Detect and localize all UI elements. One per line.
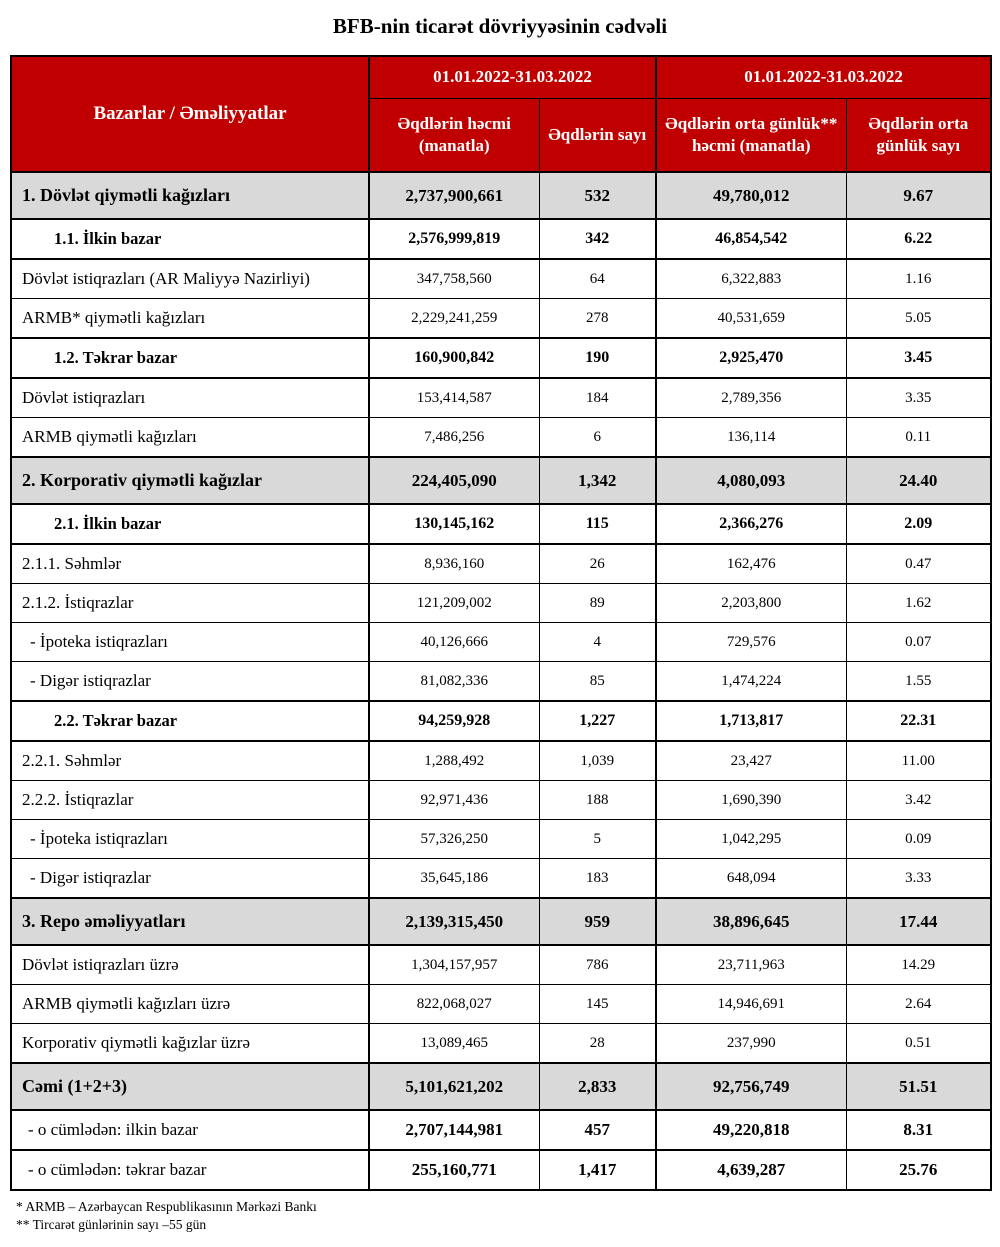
- row-value: 5: [539, 820, 656, 859]
- row-label: Dövlət istiqrazları (AR Maliyyə Nazirliyi): [11, 259, 369, 299]
- row-label: - o cümlədən: ilkin bazar: [11, 1110, 369, 1150]
- row-value: 188: [539, 781, 656, 820]
- row-value: 8.31: [846, 1110, 991, 1150]
- header-markets-operations: Bazarlar / Əməliyyatlar: [11, 56, 369, 172]
- row-value: 162,476: [656, 544, 846, 584]
- table-row: [11, 985, 991, 1024]
- row-value: 278: [539, 299, 656, 339]
- row-value: 6,322,883: [656, 259, 846, 299]
- row-value: 959: [539, 898, 656, 945]
- table-row: [11, 172, 991, 219]
- row-label: 3. Repo əməliyyatları: [11, 898, 369, 945]
- row-value: 64: [539, 259, 656, 299]
- row-value: 81,082,336: [369, 662, 539, 702]
- row-value: 729,576: [656, 623, 846, 662]
- row-value: 1,227: [539, 701, 656, 741]
- row-label: ARMB qiymətli kağızları: [11, 418, 369, 458]
- row-value: 24.40: [846, 457, 991, 504]
- row-value: 822,068,027: [369, 985, 539, 1024]
- row-value: 4,639,287: [656, 1150, 846, 1190]
- table-header: [11, 56, 991, 172]
- row-value: 46,854,542: [656, 219, 846, 259]
- row-value: 17.44: [846, 898, 991, 945]
- footnote-trading-days: ** Tircarət günlərinin sayı –55 gün: [16, 1217, 207, 1232]
- row-value: 2,366,276: [656, 504, 846, 544]
- row-value: 35,645,186: [369, 859, 539, 899]
- row-value: 255,160,771: [369, 1150, 539, 1190]
- row-value: 3.42: [846, 781, 991, 820]
- row-label: - İpoteka istiqrazları: [11, 820, 369, 859]
- row-value: 0.51: [846, 1024, 991, 1064]
- row-label: - o cümlədən: təkrar bazar: [11, 1150, 369, 1190]
- row-label: 1.2. Təkrar bazar: [11, 338, 369, 378]
- row-value: 648,094: [656, 859, 846, 899]
- row-label: 2.1.2. İstiqrazlar: [11, 584, 369, 623]
- row-label: Korporativ qiymətli kağızlar üzrə: [11, 1024, 369, 1064]
- row-value: 224,405,090: [369, 457, 539, 504]
- table-row: [11, 338, 991, 378]
- row-value: 22.31: [846, 701, 991, 741]
- row-value: 532: [539, 172, 656, 219]
- row-value: 40,531,659: [656, 299, 846, 339]
- row-value: 14,946,691: [656, 985, 846, 1024]
- row-value: 7,486,256: [369, 418, 539, 458]
- row-value: 115: [539, 504, 656, 544]
- table-row: [11, 504, 991, 544]
- table-row: [11, 457, 991, 504]
- table-row: [11, 781, 991, 820]
- row-value: 14.29: [846, 945, 991, 985]
- row-value: 6.22: [846, 219, 991, 259]
- row-value: 121,209,002: [369, 584, 539, 623]
- row-value: 2.09: [846, 504, 991, 544]
- table-row: [11, 299, 991, 339]
- row-value: 145: [539, 985, 656, 1024]
- table-row: [11, 623, 991, 662]
- header-period-1: 01.01.2022-31.03.2022: [369, 56, 656, 98]
- row-value: 2,139,315,450: [369, 898, 539, 945]
- table-row: [11, 1024, 991, 1064]
- footnotes: [10, 1199, 990, 1233]
- row-value: 40,126,666: [369, 623, 539, 662]
- table-row: [11, 859, 991, 899]
- table-row: [11, 1110, 991, 1150]
- row-value: 92,756,749: [656, 1063, 846, 1110]
- row-label: Dövlət istiqrazları üzrə: [11, 945, 369, 985]
- row-value: 49,220,818: [656, 1110, 846, 1150]
- row-value: 1,039: [539, 741, 656, 781]
- row-label: 2.1. İlkin bazar: [11, 504, 369, 544]
- row-value: 3.33: [846, 859, 991, 899]
- row-value: 2.64: [846, 985, 991, 1024]
- trade-turnover-table: [10, 55, 992, 1191]
- row-label: - Digər istiqrazlar: [11, 662, 369, 702]
- row-value: 1,690,390: [656, 781, 846, 820]
- row-value: 57,326,250: [369, 820, 539, 859]
- row-value: 6: [539, 418, 656, 458]
- table-row: [11, 898, 991, 945]
- header-row-periods: [11, 56, 991, 98]
- row-value: 2,203,800: [656, 584, 846, 623]
- table-row: [11, 418, 991, 458]
- row-value: 2,925,470: [656, 338, 846, 378]
- row-value: 2,737,900,661: [369, 172, 539, 219]
- row-value: 1,304,157,957: [369, 945, 539, 985]
- row-value: 11.00: [846, 741, 991, 781]
- row-value: 0.11: [846, 418, 991, 458]
- row-value: 23,711,963: [656, 945, 846, 985]
- row-label: - Digər istiqrazlar: [11, 859, 369, 899]
- row-value: 9.67: [846, 172, 991, 219]
- table-row: [11, 378, 991, 418]
- row-label: 2.2.2. İstiqrazlar: [11, 781, 369, 820]
- row-value: 94,259,928: [369, 701, 539, 741]
- table-row: [11, 584, 991, 623]
- table-row: [11, 259, 991, 299]
- header-deal-volume: Əqdlərin həcmi (manatla): [369, 98, 539, 172]
- row-value: 190: [539, 338, 656, 378]
- row-value: 85: [539, 662, 656, 702]
- header-period-2: 01.01.2022-31.03.2022: [656, 56, 991, 98]
- row-value: 4: [539, 623, 656, 662]
- row-value: 184: [539, 378, 656, 418]
- table-body: [11, 172, 991, 1190]
- row-value: 25.76: [846, 1150, 991, 1190]
- row-value: 13,089,465: [369, 1024, 539, 1064]
- table-row: [11, 701, 991, 741]
- row-value: 38,896,645: [656, 898, 846, 945]
- row-value: 457: [539, 1110, 656, 1150]
- row-label: - İpoteka istiqrazları: [11, 623, 369, 662]
- row-value: 347,758,560: [369, 259, 539, 299]
- row-value: 8,936,160: [369, 544, 539, 584]
- table-row: [11, 544, 991, 584]
- row-label: 2.2. Təkrar bazar: [11, 701, 369, 741]
- row-value: 92,971,436: [369, 781, 539, 820]
- row-value: 1,474,224: [656, 662, 846, 702]
- row-value: 2,576,999,819: [369, 219, 539, 259]
- row-value: 3.35: [846, 378, 991, 418]
- row-value: 1,288,492: [369, 741, 539, 781]
- row-label: 2. Korporativ qiymətli kağızlar: [11, 457, 369, 504]
- row-value: 130,145,162: [369, 504, 539, 544]
- row-value: 1,713,817: [656, 701, 846, 741]
- row-value: 153,414,587: [369, 378, 539, 418]
- row-value: 26: [539, 544, 656, 584]
- row-value: 3.45: [846, 338, 991, 378]
- row-value: 2,833: [539, 1063, 656, 1110]
- row-label: 2.2.1. Səhmlər: [11, 741, 369, 781]
- row-label: ARMB* qiymətli kağızları: [11, 299, 369, 339]
- row-value: 5,101,621,202: [369, 1063, 539, 1110]
- row-value: 4,080,093: [656, 457, 846, 504]
- row-value: 183: [539, 859, 656, 899]
- table-row: [11, 1150, 991, 1190]
- row-value: 0.09: [846, 820, 991, 859]
- row-label: Cəmi (1+2+3): [11, 1063, 369, 1110]
- row-value: 5.05: [846, 299, 991, 339]
- row-label: 1. Dövlət qiymətli kağızları: [11, 172, 369, 219]
- row-value: 786: [539, 945, 656, 985]
- row-label: Dövlət istiqrazları: [11, 378, 369, 418]
- row-value: 28: [539, 1024, 656, 1064]
- header-avg-daily-count: Əqdlərin orta günlük sayı: [846, 98, 991, 172]
- row-value: 1.16: [846, 259, 991, 299]
- table-row: [11, 741, 991, 781]
- row-value: 1.62: [846, 584, 991, 623]
- row-value: 136,114: [656, 418, 846, 458]
- header-avg-daily-volume: Əqdlərin orta günlük** həcmi (manatla): [656, 98, 846, 172]
- footnote-armb: * ARMB – Azərbaycan Respublikasının Mərkəzi Bankı: [16, 1199, 317, 1214]
- row-value: 237,990: [656, 1024, 846, 1064]
- row-label: 2.1.1. Səhmlər: [11, 544, 369, 584]
- row-value: 23,427: [656, 741, 846, 781]
- table-row: [11, 219, 991, 259]
- row-value: 1.55: [846, 662, 991, 702]
- table-row: [11, 662, 991, 702]
- row-value: 160,900,842: [369, 338, 539, 378]
- row-value: 89: [539, 584, 656, 623]
- row-value: 0.07: [846, 623, 991, 662]
- page-title: BFB-nin ticarət dövriyyəsinin cədvəli: [332, 14, 668, 38]
- row-label: 1.1. İlkin bazar: [11, 219, 369, 259]
- row-value: 2,707,144,981: [369, 1110, 539, 1150]
- table-row: [11, 820, 991, 859]
- row-value: 342: [539, 219, 656, 259]
- row-value: 0.47: [846, 544, 991, 584]
- row-value: 1,342: [539, 457, 656, 504]
- row-label: ARMB qiymətli kağızları üzrə: [11, 985, 369, 1024]
- table-row: [11, 945, 991, 985]
- table-row: [11, 1063, 991, 1110]
- row-value: 1,417: [539, 1150, 656, 1190]
- row-value: 51.51: [846, 1063, 991, 1110]
- row-value: 2,789,356: [656, 378, 846, 418]
- row-value: 49,780,012: [656, 172, 846, 219]
- header-deal-count: Əqdlərin sayı: [539, 98, 656, 172]
- row-value: 2,229,241,259: [369, 299, 539, 339]
- row-value: 1,042,295: [656, 820, 846, 859]
